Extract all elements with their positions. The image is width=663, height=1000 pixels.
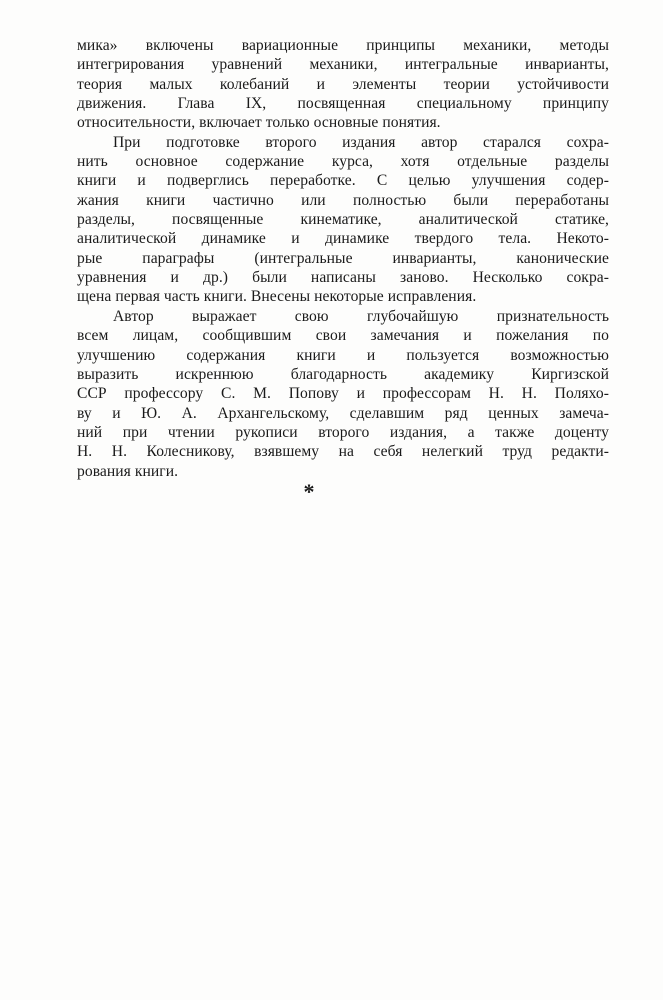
text-line: Автор выражает свою глубочайшую признательность — [113, 307, 609, 325]
preface-text — [77, 36, 609, 481]
text-line: уравнения и др.) были написаны заново. Несколько сокра- — [77, 269, 609, 287]
text-line: ССР профессору С. М. Попову и профессорам Н. Н. Поляхо- — [77, 385, 609, 403]
paragraph-2 — [77, 133, 609, 307]
text-line: относительности, включает только основные понятия. — [77, 114, 441, 132]
text-line: ву и Ю. А. Архангельскому, сделавшим ряд ценных замеча- — [77, 404, 609, 422]
text-line: интегрирования уравнений механики, интегральные инварианты, — [77, 56, 609, 74]
section-separator-asterisk: * — [303, 479, 315, 504]
text-line: улучшению содержания книги и пользуется возможностью — [77, 346, 609, 364]
text-line: Н. Н. Колесникову, взявшему на себя нелегкий труд редакти- — [77, 443, 609, 461]
text-line: При подготовке второго издания автор старался сохра- — [113, 133, 609, 151]
text-line: жания книги частично или полностью были переработаны — [77, 191, 609, 209]
text-line: книги и подверглись переработке. С целью улучшения содер- — [77, 172, 609, 190]
text-line: мика» включены вариационные принципы механики, методы — [77, 37, 609, 54]
text-line: щена первая часть книги. Внесены некоторые исправления. — [77, 288, 477, 306]
text-line: рования книги. — [77, 462, 179, 480]
text-line: теория малых колебаний и элементы теории устойчивости — [77, 75, 609, 93]
text-line: выразить искреннюю благодарность академику Киргизской — [77, 365, 609, 383]
paragraph-3 — [77, 307, 609, 481]
text-line: разделы, посвященные кинематике, аналитической статике, — [77, 211, 609, 229]
paragraph-1 — [77, 36, 609, 133]
text-line: рые параграфы (интегральные инварианты, канонические — [77, 249, 609, 267]
text-line: нить основное содержание курса, хотя отдельные разделы — [77, 153, 609, 171]
text-line: всем лицам, сообщившим свои замечания и пожелания по — [77, 327, 609, 345]
text-line: аналитической динамике и динамике твердого тела. Некото- — [77, 230, 609, 248]
text-line: ний при чтении рукописи второго издания, а также доценту — [77, 423, 609, 441]
text-line: движения. Глава IX, посвященная специальному принципу — [77, 95, 609, 113]
